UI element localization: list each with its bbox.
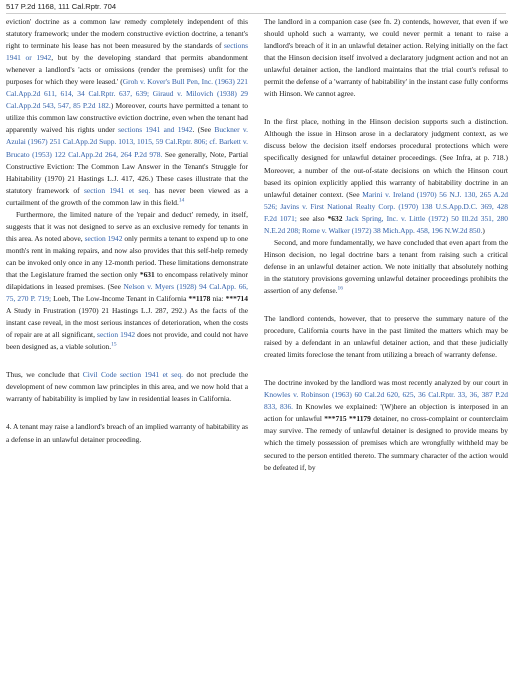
text-segment: The landlord contends, however, that to preserve the summary nature of the procedure, California courts have in the past limited the matters which may be raised by a defendant in an unlawful detainer action, and that these judicially created limits foreclose the tenant from utilizing a breach of warranty defense. [264, 314, 508, 360]
text-segment: The doctrine invoked by the landlord was most recently analyzed by our court in [264, 378, 508, 388]
left-column [6, 16, 248, 696]
text-segment: to encompass relatively minor dilapidations in leased premises. (See [6, 269, 248, 292]
citation-link[interactable]: section 1942 [97, 330, 136, 340]
paragraph [264, 237, 508, 297]
text-segment: does not provide, and could not have been designed as, a viable solution. [6, 330, 248, 352]
text-segment: see also [296, 213, 328, 223]
text-segment: detainer, no cross-complaint or counterclaim may survive. The remedy of unlawful detainer is designed to provide means by which the timely possession of premises which are wrongfully withheld may be secured to the person entitled thereto. The summary character of the action would be defeated if, by [264, 414, 508, 472]
page-marker: ***715 [324, 414, 347, 424]
citation-link[interactable]: section 1941 et seq. [84, 185, 151, 195]
paragraph [264, 16, 508, 100]
footnote-ref-link[interactable]: 16 [337, 285, 343, 292]
text-segment: In Knowles we explained: '(W)here an objection is interposed in an action for unlawful [264, 402, 508, 424]
page-marker: *631 [139, 269, 155, 279]
text-segment: Second, and more fundamentally, we have concluded that even apart from the Hinson decision, no legal doctrine bars a tenant from raising such a critical defense in an unlawful detainer action. We note initially that absolutely nothing in the statutory provisions governing unlawful detainer proceedings prohibits the assertion of any defense. [264, 237, 508, 295]
citation-link[interactable]: Nelson v. Myers (1928) 94 Cal.App. 66, 75, 270 P. 719; [6, 282, 248, 304]
text-segment: do not preclude the development of new common law principles in this area, and we now hold that a warranty of habitability is implied by law in residential leases in California. [6, 370, 248, 404]
text-segment: 4. A tenant may raise a landlord's breach of an implied warranty of habitability as a defense in an unlawful detainer proceeding. [6, 422, 248, 444]
text-segment: A Study in Frustration (1970) 21 Hastings L.J. 287, 292.) As the facts of the instant case reveal, in the most serious instances of deterioration, when the costs of repair are at all significant, [6, 306, 248, 340]
text-segment: In the first place, nothing in the Hinson decision supports such a distinction. Although the issue in Hinson arose in a declaratory judgment context, as we discuss below the decision itself endorses procedural protections which were specifically designed for unlawful detainer proceedings. (See Infra, at p. 718.) Moreover, a number of the out-of-state decisions on which the Hinson court based its opinion explicitly applied this warranty of habitability doctrine in an unlawful detainer context. (See [264, 117, 508, 199]
citation-link[interactable]: Marini v. Ireland (1970) 56 N.J. 130, 265 A.2d 526; Javins v. First National Realty Corp. (1970) 138 U.S.App.D.C. 369, 428 F.2d 1071; [264, 189, 508, 223]
paragraph [264, 313, 508, 361]
text-segment: . (See [192, 125, 215, 135]
citation-link[interactable]: Groh v. Kover's Bull Pen, Inc. (1963) 221 Cal.App.2d 611, 614, 34 Cal.Rptr. 637, 639; Giraud v. Milovich (1938) 29 Cal.App.2d 543, 547, 85 P.2d 182. [6, 77, 248, 111]
right-column [264, 16, 508, 696]
page-marker: **1178 [188, 294, 211, 304]
text-segment: , but by the developing standard that permits abandonment whenever a landlord's 'acts or omissions (render the premises) unfit for the purposes for which they were leased.' ( [6, 53, 248, 87]
paragraph [6, 16, 248, 209]
text-segment: Furthermore, the limited nature of the 'repair and deduct' remedy, in itself, suggests that it was not designed to serve as an exclusive remedy for tenants in this area. As noted above, [6, 209, 248, 243]
footnote-ref-link[interactable]: 15 [111, 341, 117, 348]
text-segment: Loeb, The Low-Income Tenant in California [51, 294, 189, 304]
text-segment: ) [482, 225, 485, 235]
text-segment: ) Moreover, courts have permitted a tenant to utilize this common law constructive eviction doctrine, even when the tenant had apparently waived his rights under [6, 101, 248, 135]
text-segment: eviction' doctrine as a common law remedy completely independent of this statutory framework; under the modern constructive eviction doctrine, a tenant's right to terminate his lease has not been measured by the standards of [6, 17, 248, 51]
text-segment: Thus, we conclude that [6, 370, 83, 380]
citation-link[interactable]: section 1942 [84, 233, 123, 243]
paragraph [6, 369, 248, 405]
running-head-citation: 517 P.2d 1168, 111 Cal.Rptr. 704 [6, 2, 506, 14]
citation-link[interactable]: Jack Spring, Inc. v. Little (1972) 50 Ill.2d 351, 280 N.E.2d 208; Rome v. Walker (1972) 38 Mich.App. 458, 196 N.W.2d 850. [264, 213, 508, 235]
paragraph [264, 377, 508, 473]
citation-link[interactable]: Civil Code section 1941 et seq. [82, 370, 184, 380]
footnote-ref-link[interactable]: 14 [178, 197, 185, 204]
text-segment: See generally, Note, Partial Constructive Eviction: The Common Law Answer in the Tenant's Struggle for Habitability (1970) 21 Hastings L.J. 417, 426.) These cases illustrate that the statutory framework of [6, 149, 248, 195]
paragraph [6, 209, 248, 354]
page-marker: **1179 [348, 414, 371, 424]
citation-link[interactable]: Buckner v. Azulai (1967) 251 Cal.App.2d Supp. 1013, 1015, 59 Cal.Rptr. 806; cf. Barkett v. Brucato (1953) 122 Cal.App.2d 264, 264 P.2d 978. [6, 125, 248, 159]
citation-link[interactable]: Knowles v. Robinson (1963) 60 Cal.2d 620, 625, 36 Cal.Rptr. 33, 36, 387 P.2d 833, 836. [264, 390, 508, 412]
paragraph [264, 116, 508, 236]
citation-link[interactable]: sections 1941 or 1942 [6, 41, 248, 63]
page-marker: ***714 [225, 294, 248, 304]
text-segment: has never been viewed as a curtailment of the growth of the common law in this field. [6, 185, 248, 207]
text-segment: nia: [210, 294, 226, 304]
page-marker: *632 [327, 213, 343, 223]
citation-link[interactable]: sections 1941 and 1942 [118, 125, 193, 135]
paragraph [6, 421, 248, 445]
text-segment: only permits a tenant to expend up to one month's rent in making repairs, and now also provides that this self-help remedy can be invoked only once in any 12-month period. These limitations demonstrate that the Legislature framed the section only [6, 233, 248, 279]
text-segment: The landlord in a companion case (see fn. 2) contends, however, that even if we should uphold such a warranty, we could never permit a tenant to raise a landlord's breach of it in an unlawful detainer action. Relying initially on the fact that the Hinson decision itself involved a declaratory judgment action and not an unlawful detainer action, the landlord maintains that the trial court's refusal to permit the defense of a 'warranty of habitability' in the instant case fully conforms with Hinson. We cannot agree. [264, 17, 508, 99]
